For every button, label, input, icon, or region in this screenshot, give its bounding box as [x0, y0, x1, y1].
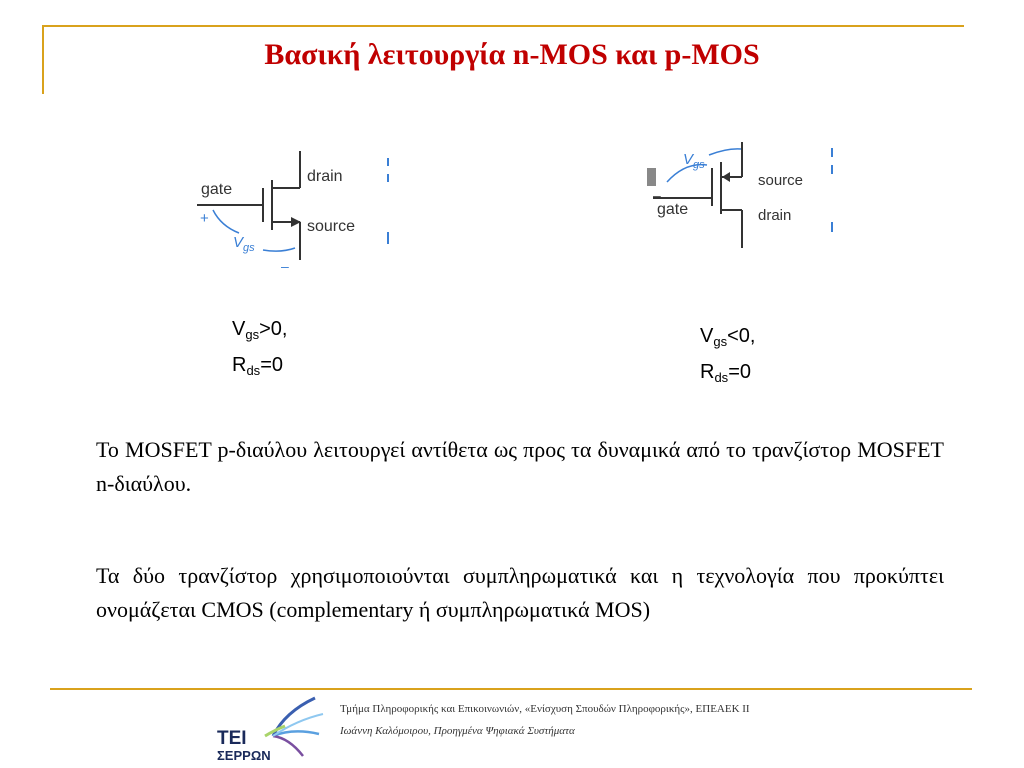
pmos-caption-line2: $R_{ds}=0$ [700, 361, 751, 385]
nmos-drain-label: drain [307, 168, 343, 185]
svg-text:Vgs [233, 234, 255, 254]
nmos-circuit [195, 148, 395, 273]
paragraph-pmos-opposite: Το MOSFET p-διαύλου λειτουργεί αντίθετα ως προς τα δυναμικά από το τρανζίστορ MOSFET n-διαύλου. [96, 437, 944, 496]
nmos-plus-sign: + [200, 210, 209, 227]
pmos-gate-label: gate [657, 201, 689, 218]
pmos-vgs-sub: gs [693, 159, 705, 171]
pmos-vgs-label: V [683, 151, 694, 168]
slide-title: Βασική λειτουργία n-MOS και p-MOS [264, 38, 760, 71]
nmos-gate-label: gate [201, 181, 233, 198]
paragraph-cmos: Τα δύο τρανζίστορ χρησιμοποιούνται συμπληρωματικά και η τεχνολογία που προκύπτει ονομάζεται CMOS (complementary ή συμπληρωματικά MOS) [96, 563, 944, 622]
pmos-circuit [645, 140, 840, 250]
pmos-drain-label: drain [758, 207, 792, 224]
logo-tei-text: ΤΕΙ [217, 728, 247, 749]
footer-line [50, 688, 972, 690]
pmos-source-label: source [758, 172, 804, 189]
nmos-caption-line1: $V_{gs}>0$, [232, 318, 288, 342]
pmos-caption [700, 321, 755, 393]
nmos-caption [232, 314, 287, 386]
nmos-source-label: source [307, 218, 356, 235]
nmos-caption-line2: $R_{ds}=0$ [232, 354, 283, 378]
pmos-caption-line1: $V_{gs}<0$, [700, 325, 756, 349]
nmos-vgs-label: V [233, 234, 244, 251]
nmos-minus-sign: – [281, 258, 289, 273]
logo-serron-text: ΣΕΡΡΩΝ [217, 748, 271, 763]
footer-department-text: Τμήμα Πληροφορικής και Επικοινωνιών, «Ενίσχυση Σπουδών Πληροφορικής», ΕΠΕΑΕΚ ΙΙ [340, 703, 750, 715]
frame-top-line [42, 25, 964, 27]
tei-serron-logo [215, 694, 325, 764]
nmos-vgs-sub: gs [243, 242, 255, 254]
footer-author-text: Ιωάννη Καλόμοιρου, Προηγμένα Ψηφιακά Συστήματα [340, 725, 575, 737]
pmos-minus-sign: – [653, 187, 661, 203]
